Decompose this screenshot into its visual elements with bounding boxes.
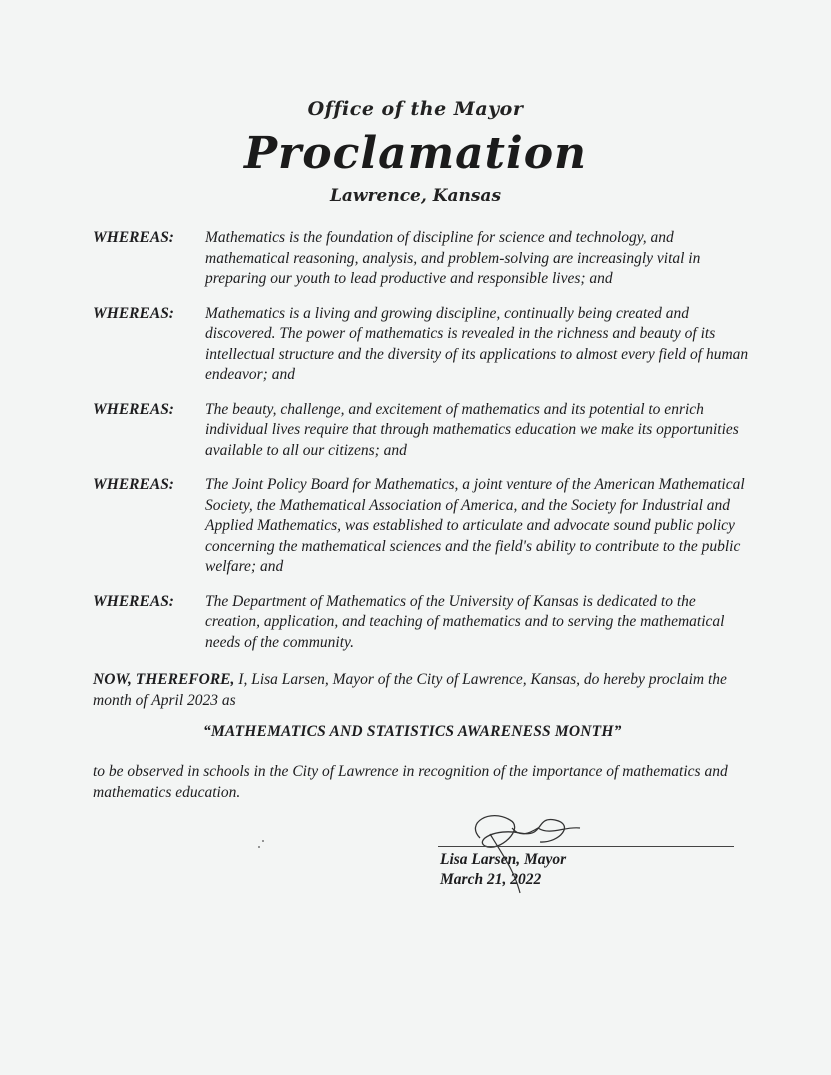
clause-label: WHEREAS: [93,476,174,493]
whereas-clause [93,592,753,654]
clause-text: Mathematics is a living and growing discipline, continually being created and discovered. The power of mathematics is revealed in the richness and beauty of its intellectual structure and the diversity of its applications to almost every field of human endeavor; and [205,304,749,383]
clause-text: The beauty, challenge, and excitement of mathematics and its potential to enrich individual lives require that through mathematics education we make its opportunities available to all our citizens; and [205,400,739,459]
clause-label: WHEREAS: [93,400,174,418]
signature-date: March 21, 2022 [440,871,542,888]
proclamation-statement [93,670,743,711]
now-therefore-lead: NOW, THEREFORE, [93,671,235,688]
signatory-name: Lisa Larsen, Mayor [440,851,567,868]
clause-label: WHEREAS: [93,304,174,322]
clause-text: Mathematics is the foundation of discipline for science and technology, and mathematical reasoning, analysis, and problem-solving are increasingly vital in preparing our youth to lead productive and responsible lives; and [205,229,701,287]
city-heading: Lawrence, Kansas [329,186,502,206]
whereas-clause [93,475,753,578]
awareness-month-title: “MATHEMATICS AND STATISTICS AWARENESS MONTH” [203,723,622,740]
whereas-clauses [93,228,753,667]
proclamation-text: I, Lisa Larsen, Mayor of the City of Lawrence, Kansas, do hereby proclaim the month of April 2023 as [93,671,727,709]
whereas-clause [93,304,753,386]
clause-text: The Joint Policy Board for Mathematics, a joint venture of the American Mathematical Society, the Mathematical Association of America, and the Society for Industrial and Applied Mathematics, was established to articulate and advocate sound public policy concerning the mathematical sciences and the field's ability to contribute to the public welfare; and [205,476,745,575]
clause-text: The Department of Mathematics of the University of Kansas is dedicated to the creation, application, and teaching of mathematics and to serving the mathematical needs of the community. [205,592,725,651]
clause-label: WHEREAS: [93,592,174,610]
signature-line [438,846,734,847]
observance-statement: to be observed in schools in the City of Lawrence in recognition of the importance of mathematics and mathematics education. [93,763,728,801]
whereas-clause [93,400,753,462]
whereas-clause [93,228,753,290]
proclamation-title: Proclamation [243,128,588,179]
scan-speck [258,846,260,848]
clause-label: WHEREAS: [93,229,174,246]
scan-speck [262,840,264,842]
office-heading: Office of the Mayor [307,98,524,120]
